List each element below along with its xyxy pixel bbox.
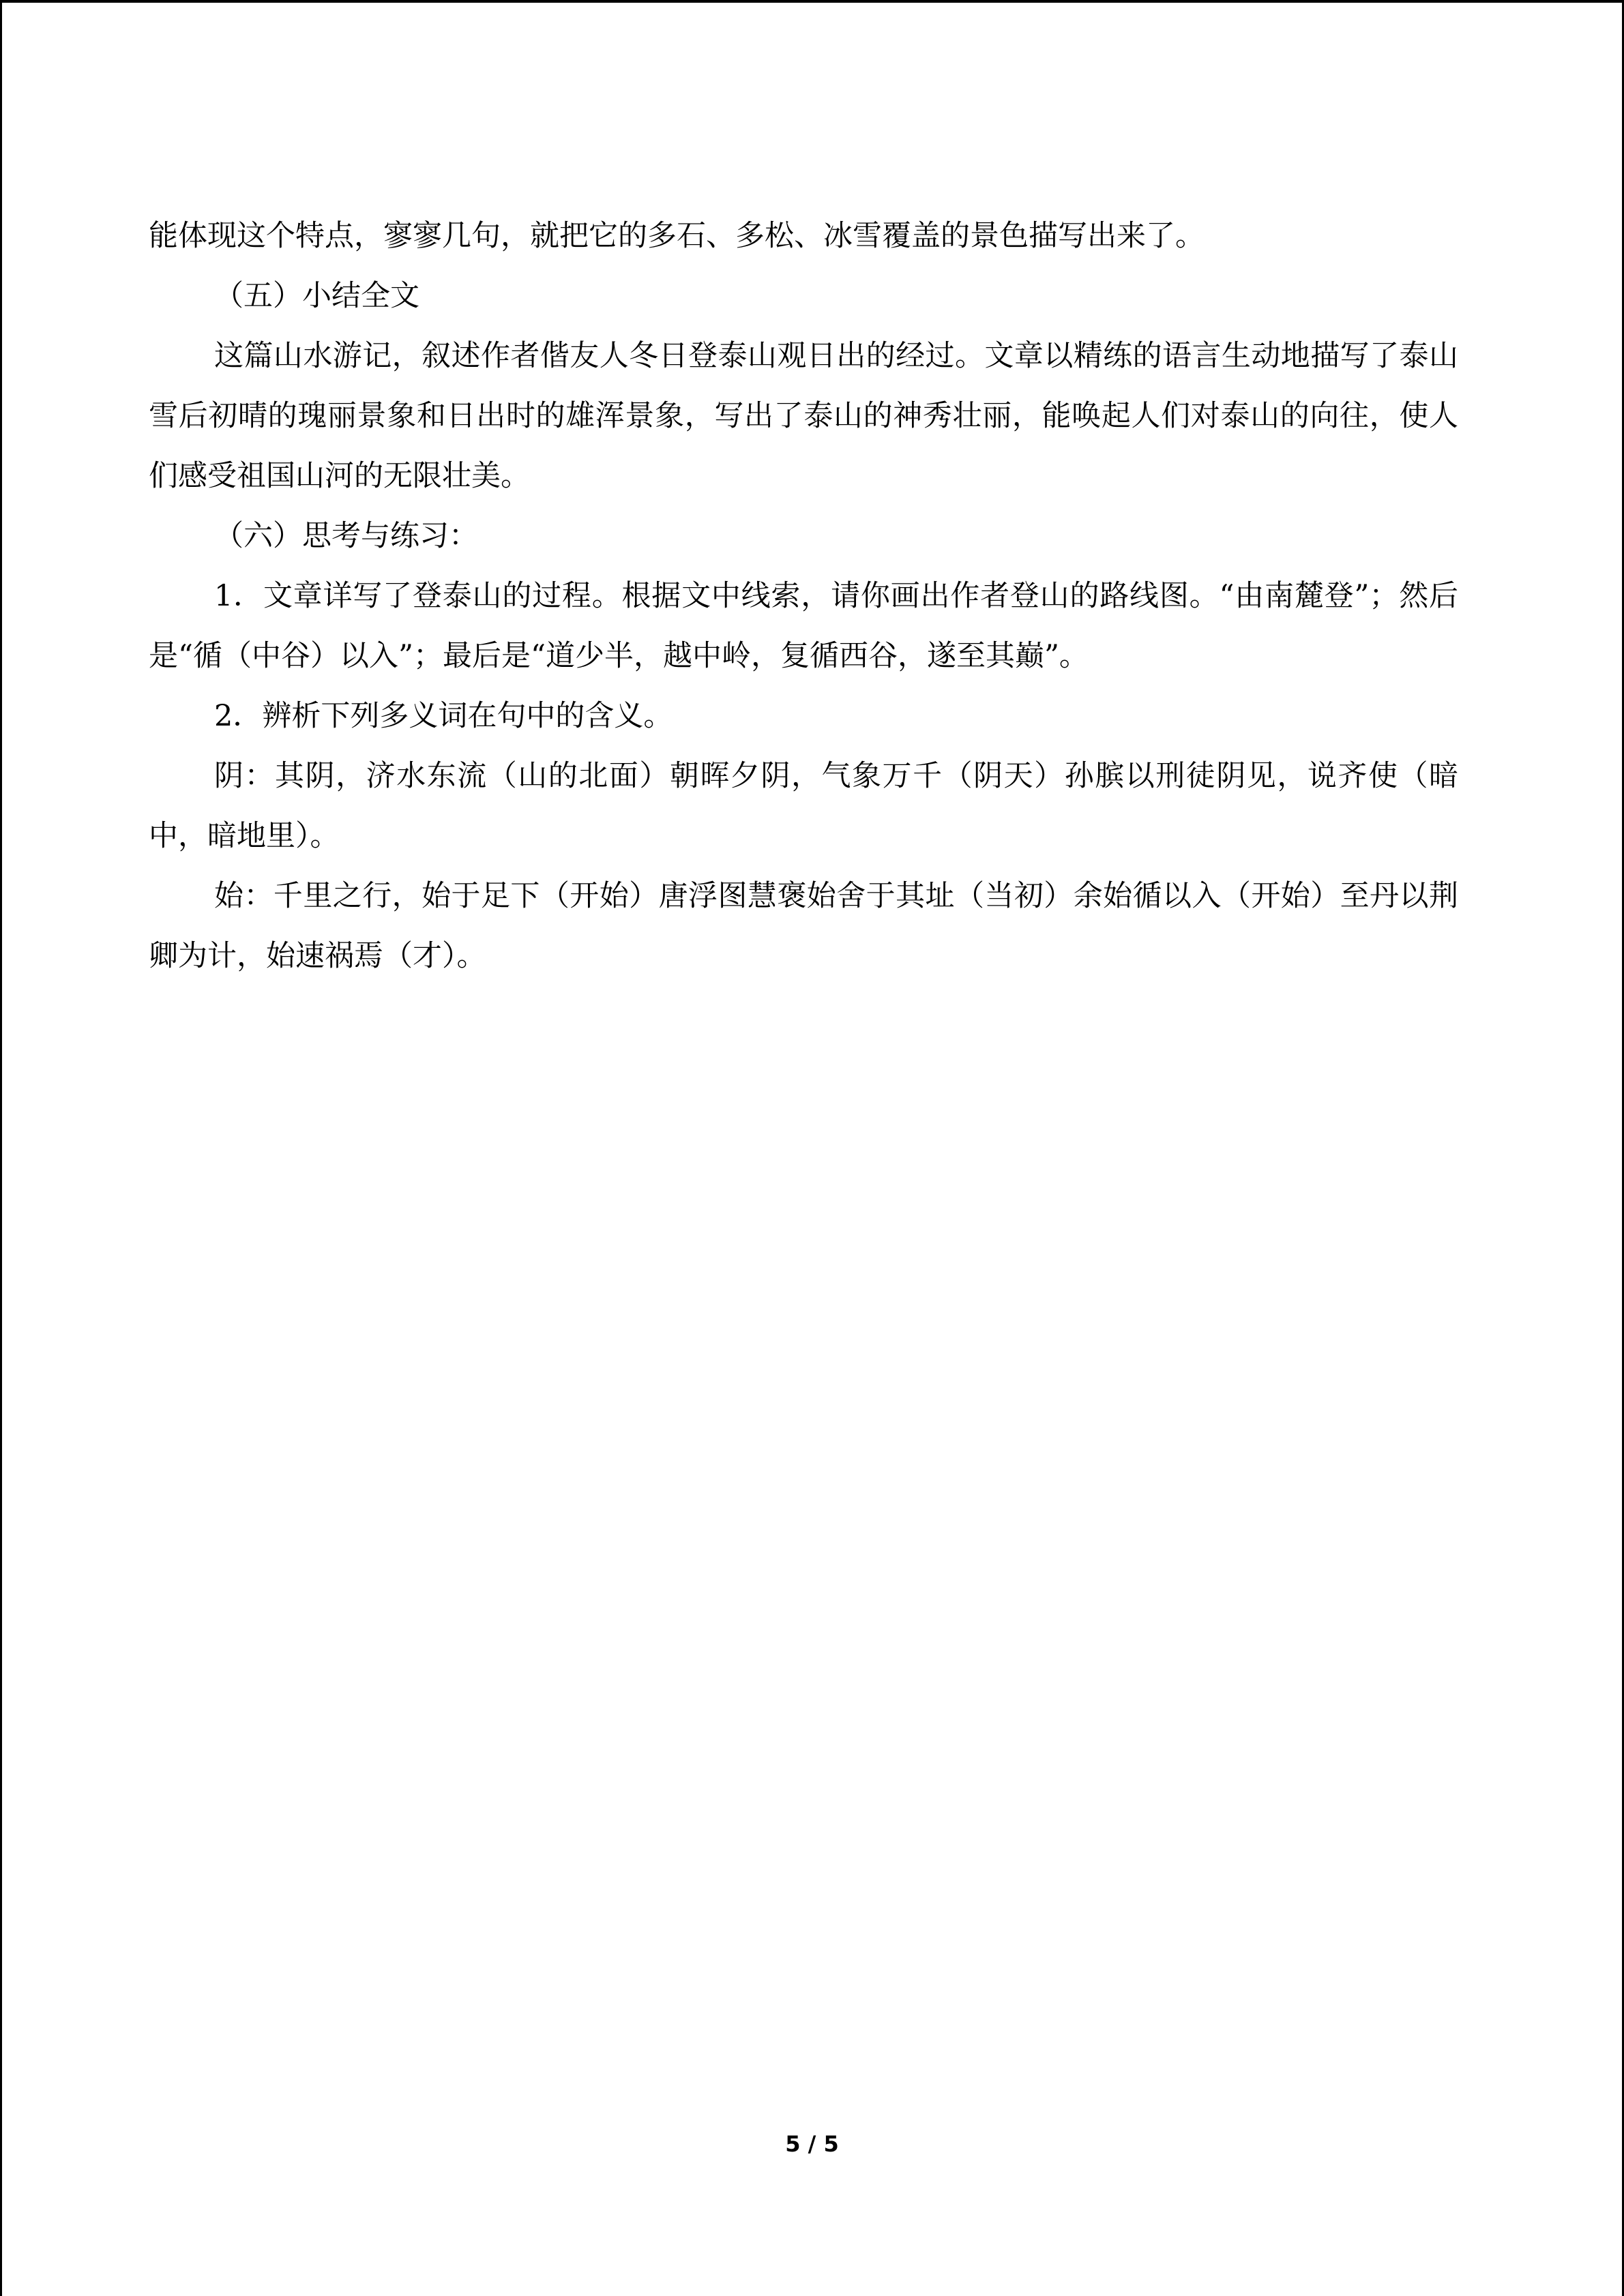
body-paragraph-continuation: 能体现这个特点，寥寥几句，就把它的多石、多松、冰雪覆盖的景色描写出来了。 [149,219,1205,253]
section-heading-exercises: （六）思考与练习： [214,519,478,553]
exercise-item-1: 1．文章详写了登泰山的过程。根据文中线索，请你画出作者登山的路线图。“由南麓登”；然后是“循（中谷）以入”；最后是“道少半，越中岭，复循西谷，遂至其巅”。 [149,579,1458,673]
page-number: 5 / 5 [785,2131,839,2157]
page-top-border [0,0,1624,3]
exercise-item-2: 2．辨析下列多义词在句中的含义。 [214,699,673,733]
document-body [149,206,1458,986]
page-left-border [0,0,2,2296]
polysemy-entry-yin: 阴：其阴，济水东流（山的北面）朝晖夕阴，气象万千（阴天）孙膑以刑徒阴见，说齐使（暗中，暗地里）。 [149,759,1458,853]
body-paragraph-summary: 这篇山水游记，叙述作者偕友人冬日登泰山观日出的经过。文章以精练的语言生动地描写了泰山雪后初晴的瑰丽景象和日出时的雄浑景象，写出了泰山的神秀壮丽，能唤起人们对泰山的向往，使人们感受祖国山河的无限壮美。 [149,339,1458,493]
polysemy-entry-shi: 始：千里之行，始于足下（开始）唐浮图慧褒始舍于其址（当初）余始循以入（开始）至丹以荆卿为计，始速祸焉（才）。 [149,879,1458,973]
section-heading-summary: （五）小结全文 [214,279,419,313]
